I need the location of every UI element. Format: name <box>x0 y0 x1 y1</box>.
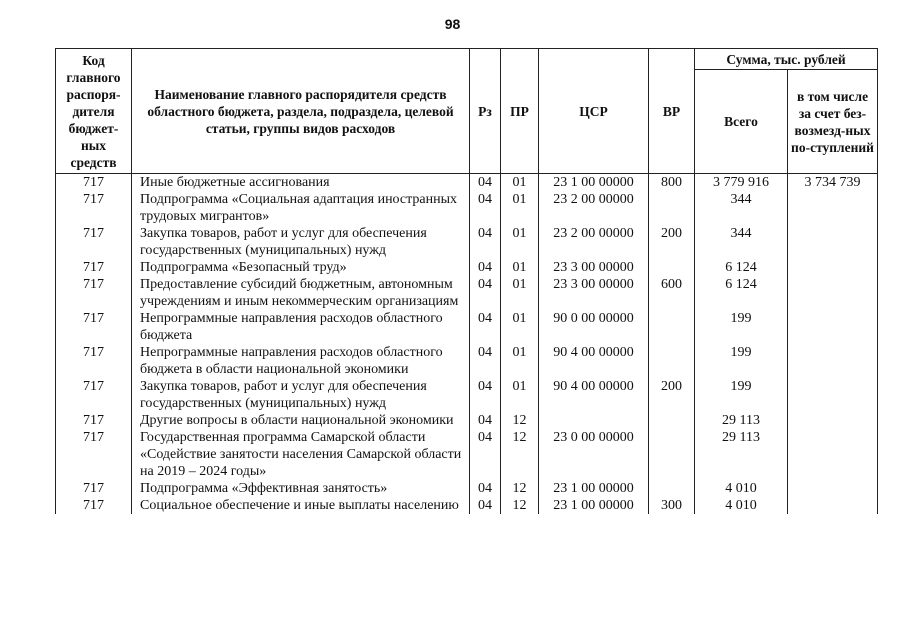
header-pr: ПР <box>501 49 539 174</box>
cell-total: 29 113 <box>695 412 788 429</box>
cell-incl <box>788 276 878 310</box>
cell-total: 199 <box>695 310 788 344</box>
cell-code: 717 <box>56 412 132 429</box>
cell-rz: 04 <box>470 191 501 225</box>
cell-rz: 04 <box>470 412 501 429</box>
cell-vr <box>649 412 695 429</box>
cell-total: 199 <box>695 344 788 378</box>
cell-pr: 12 <box>501 429 539 480</box>
cell-pr: 01 <box>501 259 539 276</box>
cell-code: 717 <box>56 191 132 225</box>
cell-code: 717 <box>56 378 132 412</box>
cell-rz: 04 <box>470 310 501 344</box>
cell-name: Закупка товаров, работ и услуг для обеспечения государственных (муниципальных) нужд <box>132 225 470 259</box>
cell-pr: 12 <box>501 412 539 429</box>
cell-pr: 01 <box>501 174 539 192</box>
cell-csr: 23 3 00 00000 <box>539 259 649 276</box>
cell-name: Непрограммные направления расходов областного бюджета <box>132 310 470 344</box>
cell-vr <box>649 259 695 276</box>
cell-vr <box>649 310 695 344</box>
cell-vr <box>649 429 695 480</box>
cell-csr: 23 2 00 00000 <box>539 191 649 225</box>
cell-code: 717 <box>56 225 132 259</box>
cell-vr: 300 <box>649 497 695 514</box>
cell-vr: 600 <box>649 276 695 310</box>
cell-csr: 90 4 00 00000 <box>539 378 649 412</box>
cell-incl <box>788 191 878 225</box>
cell-total: 6 124 <box>695 276 788 310</box>
cell-code: 717 <box>56 344 132 378</box>
table-row <box>56 412 878 429</box>
cell-name: Социальное обеспечение и иные выплаты населению <box>132 497 470 514</box>
cell-incl <box>788 310 878 344</box>
cell-vr <box>649 191 695 225</box>
cell-vr: 800 <box>649 174 695 192</box>
cell-name: Другие вопросы в области национальной экономики <box>132 412 470 429</box>
cell-rz: 04 <box>470 174 501 192</box>
cell-name: Государственная программа Самарской области «Содействие занятости населения Самарской области на 2019 – 2024 годы» <box>132 429 470 480</box>
cell-rz: 04 <box>470 259 501 276</box>
cell-vr <box>649 344 695 378</box>
cell-name: Подпрограмма «Безопасный труд» <box>132 259 470 276</box>
cell-pr: 01 <box>501 191 539 225</box>
cell-total: 344 <box>695 225 788 259</box>
cell-code: 717 <box>56 276 132 310</box>
cell-name: Подпрограмма «Социальная адаптация иностранных трудовых мигрантов» <box>132 191 470 225</box>
cell-csr <box>539 412 649 429</box>
table-row <box>56 344 878 378</box>
header-incl: в том числе за счет без-возмезд-ных по-ступлений <box>788 70 878 174</box>
table-row <box>56 378 878 412</box>
cell-incl <box>788 480 878 497</box>
cell-name: Предоставление субсидий бюджетным, автономным учреждениям и иным некоммерческим организациям <box>132 276 470 310</box>
cell-rz: 04 <box>470 276 501 310</box>
cell-total: 6 124 <box>695 259 788 276</box>
cell-rz: 04 <box>470 480 501 497</box>
table-row <box>56 310 878 344</box>
cell-rz: 04 <box>470 378 501 412</box>
cell-csr: 23 1 00 00000 <box>539 480 649 497</box>
header-name: Наименование главного распорядителя средств областного бюджета, раздела, подраздела, целевой статьи, группы видов расходов <box>132 49 470 174</box>
cell-code: 717 <box>56 174 132 192</box>
cell-rz: 04 <box>470 429 501 480</box>
cell-rz: 04 <box>470 344 501 378</box>
cell-pr: 12 <box>501 497 539 514</box>
cell-vr <box>649 480 695 497</box>
cell-total: 29 113 <box>695 429 788 480</box>
header-rz: Рз <box>470 49 501 174</box>
cell-code: 717 <box>56 497 132 514</box>
page-number: 98 <box>444 16 461 32</box>
cell-incl <box>788 378 878 412</box>
table-row <box>56 429 878 480</box>
table-body <box>56 174 878 515</box>
cell-csr: 23 0 00 00000 <box>539 429 649 480</box>
table-row <box>56 480 878 497</box>
header-code: Код главного распоря-дителя бюджет-ных средств <box>56 49 132 174</box>
cell-rz: 04 <box>470 497 501 514</box>
cell-pr: 01 <box>501 344 539 378</box>
cell-incl <box>788 429 878 480</box>
cell-pr: 01 <box>501 310 539 344</box>
header-csr: ЦСР <box>539 49 649 174</box>
cell-code: 717 <box>56 310 132 344</box>
cell-pr: 01 <box>501 276 539 310</box>
cell-incl: 3 734 739 <box>788 174 878 192</box>
cell-code: 717 <box>56 259 132 276</box>
header-sum: Сумма, тыс. рублей <box>695 49 878 70</box>
cell-csr: 23 3 00 00000 <box>539 276 649 310</box>
cell-name: Подпрограмма «Эффективная занятость» <box>132 480 470 497</box>
cell-pr: 12 <box>501 480 539 497</box>
cell-code: 717 <box>56 429 132 480</box>
cell-total: 199 <box>695 378 788 412</box>
table-row <box>56 259 878 276</box>
header-total: Всего <box>695 70 788 174</box>
cell-total: 3 779 916 <box>695 174 788 192</box>
cell-pr: 01 <box>501 378 539 412</box>
cell-incl <box>788 412 878 429</box>
cell-csr: 90 4 00 00000 <box>539 344 649 378</box>
table-header <box>56 49 878 174</box>
cell-name: Закупка товаров, работ и услуг для обеспечения государственных (муниципальных) нужд <box>132 378 470 412</box>
cell-vr: 200 <box>649 378 695 412</box>
cell-name: Непрограммные направления расходов областного бюджета в области национальной экономики <box>132 344 470 378</box>
cell-csr: 23 1 00 00000 <box>539 174 649 192</box>
cell-csr: 23 2 00 00000 <box>539 225 649 259</box>
cell-csr: 90 0 00 00000 <box>539 310 649 344</box>
header-vr: ВР <box>649 49 695 174</box>
table-row <box>56 276 878 310</box>
cell-incl <box>788 497 878 514</box>
cell-code: 717 <box>56 480 132 497</box>
cell-total: 4 010 <box>695 480 788 497</box>
cell-incl <box>788 344 878 378</box>
cell-incl <box>788 259 878 276</box>
cell-total: 4 010 <box>695 497 788 514</box>
cell-incl <box>788 225 878 259</box>
cell-csr: 23 1 00 00000 <box>539 497 649 514</box>
table-row <box>56 174 878 192</box>
table-row <box>56 225 878 259</box>
cell-name: Иные бюджетные ассигнования <box>132 174 470 192</box>
table-row <box>56 191 878 225</box>
budget-table <box>55 48 878 514</box>
cell-rz: 04 <box>470 225 501 259</box>
cell-total: 344 <box>695 191 788 225</box>
cell-vr: 200 <box>649 225 695 259</box>
table-row <box>56 497 878 514</box>
cell-pr: 01 <box>501 225 539 259</box>
